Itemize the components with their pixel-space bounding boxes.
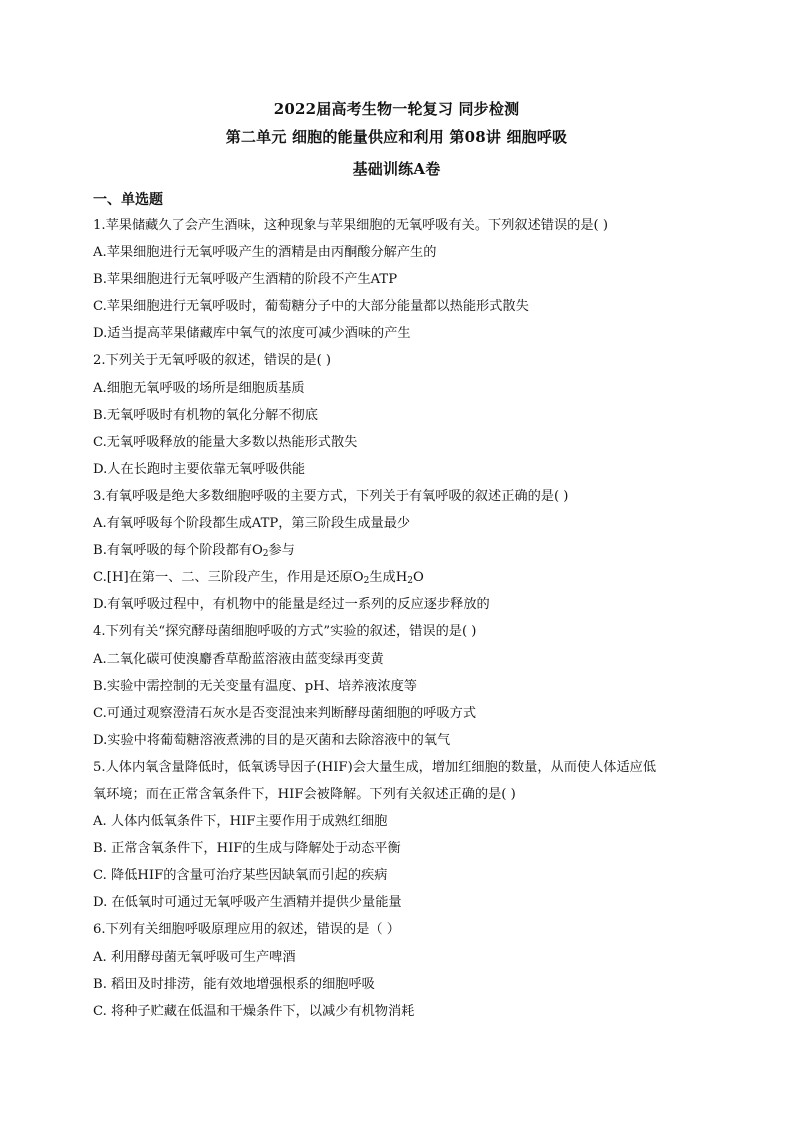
- h2o-formula: $H_2O$: [395, 570, 424, 587]
- question-6-option-c: C. 将种子贮藏在低温和干燥条件下，以减少有机物消耗: [93, 1003, 415, 1019]
- question-2-option-a: A.细胞无氧呼吸的场所是细胞质基质: [93, 380, 305, 396]
- question-3-option-c-mid: 生成: [369, 570, 396, 586]
- question-5-option-b: B. 正常含氧条件下，HIF的生成与降解处于动态平衡: [93, 841, 401, 857]
- doc-subtitle: 第二单元 细胞的能量供应和利用 第08讲 细胞呼吸: [225, 128, 568, 146]
- question-3-option-d: D.有氧呼吸过程中，有机物中的能量是经过一系列的反应逐步释放的: [93, 597, 490, 613]
- question-5-option-c: C. 降低HIF的含量可治疗某些因缺氧而引起的疾病: [93, 868, 388, 884]
- question-5-option-d: D. 在低氧时可通过无氧呼吸产生酒精并提供少量能量: [93, 895, 402, 911]
- o2-formula: $O_2$: [251, 543, 269, 560]
- question-5-option-a: A. 人体内低氧条件下，HIF主要作用于成熟红细胞: [93, 814, 388, 830]
- question-3-option-b-tail: 参与: [268, 543, 295, 559]
- question-3-stem: 3.有氧呼吸是绝大多数细胞呼吸的主要方式，下列关于有氧呼吸的叙述正确的是( ): [93, 488, 569, 504]
- question-1-option-c: C.苹果细胞进行无氧呼吸时，葡萄糖分子中的大部分能量都以热能形式散失: [93, 299, 529, 315]
- section-heading: 一、单选题: [93, 192, 163, 208]
- question-3-option-a: A.有氧呼吸每个阶段都生成ATP，第三阶段生成量最少: [93, 516, 411, 532]
- doc-paper-label: 基础训练A卷: [352, 160, 441, 178]
- question-4-option-d: D.实验中将葡萄糖溶液煮沸的目的是灭菌和去除溶液中的氧气: [93, 732, 451, 748]
- question-5-stem-line-2: 氧环境；而在正常含氧条件下，HIF会被降解。下列有关叙述正确的是( ): [93, 786, 516, 802]
- question-1-option-b: B.苹果细胞进行无氧呼吸产生酒精的阶段不产生ATP: [93, 272, 398, 288]
- question-6-option-b: B. 稻田及时排涝，能有效地增强根系的细胞呼吸: [93, 976, 375, 992]
- question-6-option-a: A. 利用酵母菌无氧呼吸可生产啤酒: [93, 949, 296, 965]
- question-3-option-b-text: B.有氧呼吸的每个阶段都有: [93, 543, 252, 559]
- question-4-stem: 4.下列有关“探究酵母菌细胞呼吸的方式”实验的叙述，错误的是( ): [93, 624, 477, 640]
- question-1-option-a: A.苹果细胞进行无氧呼吸产生的酒精是由丙酮酸分解产生的: [93, 245, 437, 261]
- question-6-stem: 6.下列有关细胞呼吸原理应用的叙述，错误的是（ ）: [93, 922, 400, 938]
- question-2-option-d: D.人在长跑时主要依靠无氧呼吸供能: [93, 461, 306, 477]
- question-5-stem-line-1: 5.人体内氧含量降低时，低氧诱导因子(HIF)会大量生成，增加红细胞的数量，从而使人体适应低: [93, 759, 657, 775]
- question-2-option-b: B.无氧呼吸时有机物的氧化分解不彻底: [93, 407, 318, 423]
- question-1-stem: 1.苹果储藏久了会产生酒味，这种现象与苹果细胞的无氧呼吸有关。下列叙述错误的是( ): [93, 218, 608, 233]
- question-4-option-b: B.实验中需控制的无关变量有温度、pH、培养液浓度等: [93, 678, 417, 694]
- question-3-option-c: [93, 566, 713, 593]
- question-2-stem: 2.下列关于无氧呼吸的叙述，错误的是( ): [93, 353, 332, 369]
- doc-title: 2022届高考生物一轮复习 同步检测: [273, 100, 520, 118]
- question-3-option-c-text: C.[H]在第一、二、三阶段产生，作用是还原: [93, 570, 353, 586]
- question-4-option-c: C.可通过观察澄清石灰水是否变混浊来判断酵母菌细胞的呼吸方式: [93, 705, 477, 721]
- question-1-option-d: D.适当提高苹果储藏库中氧气的浓度可减少酒味的产生: [93, 326, 411, 342]
- question-4-option-a: A.二氧化碳可使溴麝香草酚蓝溶液由蓝变绿再变黄: [93, 651, 384, 667]
- question-2-option-c: C.无氧呼吸释放的能量大多数以热能形式散失: [93, 434, 358, 450]
- question-3-option-b: [93, 539, 713, 566]
- question-list: [93, 214, 713, 1027]
- o2-formula: $O_2$: [352, 570, 370, 587]
